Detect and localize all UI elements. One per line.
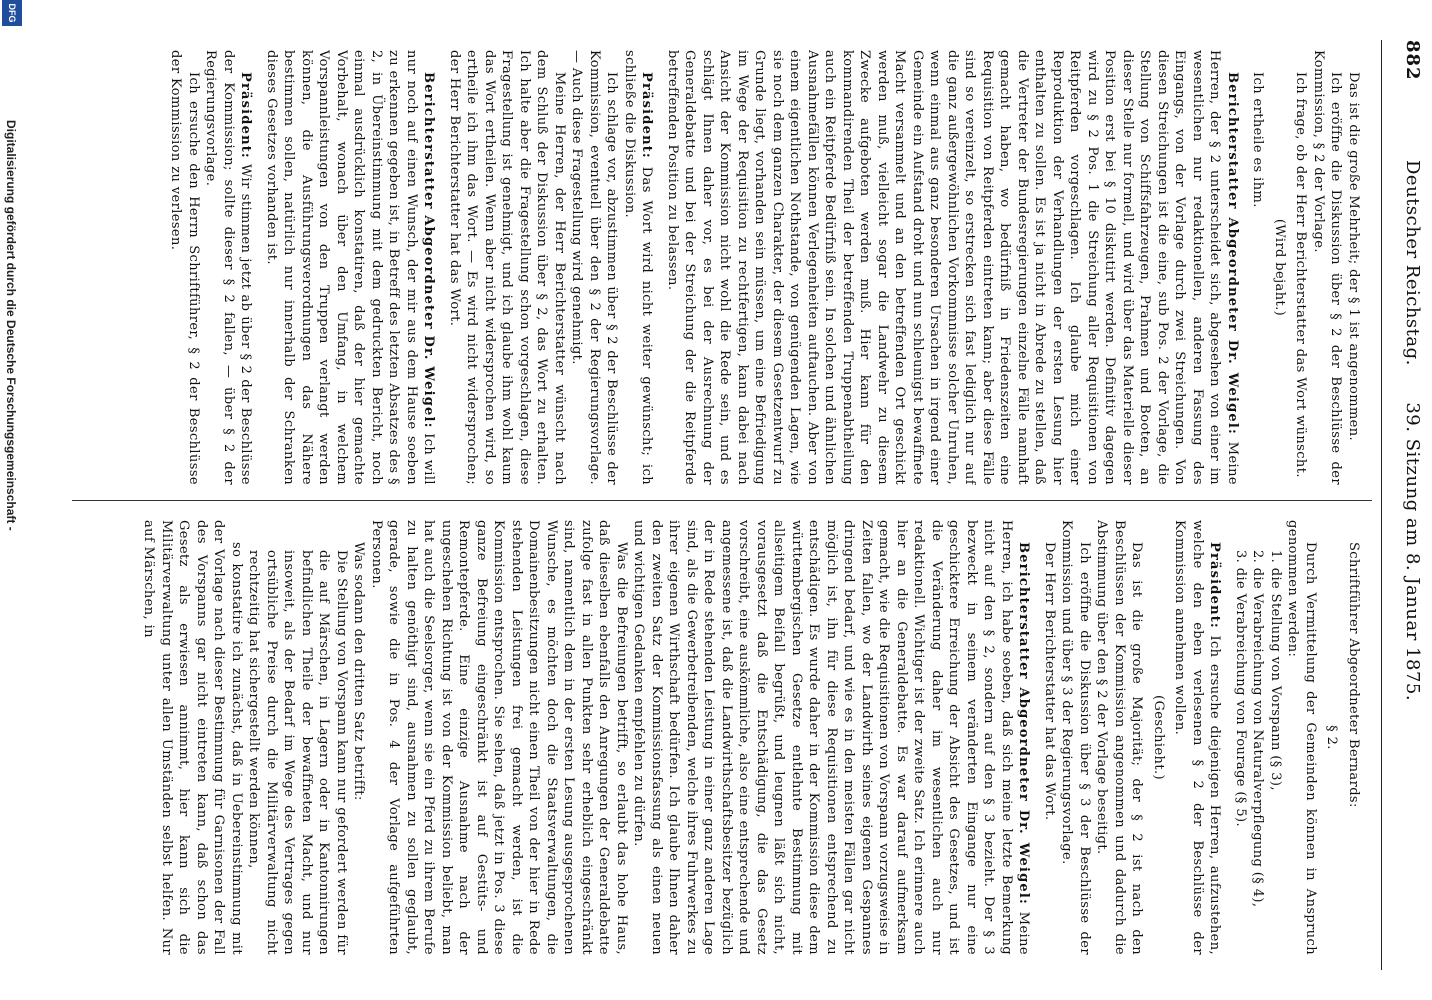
page-header (1392, 40, 1432, 980)
paragraph-spacer (1241, 50, 1249, 485)
speech-paragraph (1171, 520, 1224, 955)
text-paragraph: Ich eröffne die Diskussion über § 3 der Beschlüsse der Kommission und über § 3 der Regierungsvorlage. (1059, 520, 1092, 955)
speech-paragraph (263, 50, 438, 485)
paragraph-spacer (1224, 520, 1232, 955)
speech-paragraph (630, 520, 1033, 955)
text-paragraph: Ich ertheile es ihm. (1250, 72, 1266, 208)
text-paragraph: so konstatire ich zunächst, daß in Uebereinstimmung mit der Vorlage nach dieser Bestimmung für Garnisonen der Fall des Vorspanns gar nicht eintreten kann, daß schon das Gesetz als erwiesen annimmt, hier kann sich die Militärverwaltung unter allen Umständen selbst helfen. Nur auf Märschen, in (141, 520, 244, 955)
page-number: 882 (1402, 40, 1423, 81)
speaker-name: Berichterstatter Abgeordneter Dr. Weigel: (1016, 542, 1032, 906)
text-paragraph: Schriftführer Abgeordneter Bernards: (1346, 542, 1361, 808)
speech-text: Meine Herren, ich habe soeben, daß sich meine letzte Bemerkung nicht auf den § 2, sondern auf den § 3 bezieht. Der § 3 bezweckt in seinem veränderten Eingange nur eine geschicktere Erreichung der Absicht des Gesetzes, und ist die Veränderung daher im wesentlichen auch nur redaktionell. Wichtiger ist der zweite Satz. Ich erinnere auch hier an die Generaldebatte. Es war darauf aufmerksam gemacht, wie die Requisitionen von Vorspann vorzugsweise in Zeiten fallen, wo der Landwirth seines eigenen Gespannes dringend bedarf, und wie es in den meisten Fällen gar nicht möglich ist, ihn für diese Requisitionen entsprechend zu entschädigen. Es wurde daher in der Kommission diese dem württembergischen Gesetze entlehnte Bestimmung mit allseitigem Beifall begrüßt, und leugnen läßt sich nicht, vorausgesetzt daß die Entschädigung, die das Gesetz vorschreibt, eine auskömmliche, also eine entsprechende und angemessene ist, daß die Landwirthschaftsbesitzer bezüglich der in Rede stehenden Leistung in einer ganz anderen Lage sind, als die Gewerbetreibenden, welche ihres Fuhrwerkes zu ihrer eigenen Wirthschaft bedürfen. Ich glaube Ihnen daher den zweiten Satz der Kommissionsfassung als einen neuen und wichtigen Gedanken empfehlen zu dürfen. (631, 520, 1032, 955)
speech-text: Wir stimmen jetzt ab über § 2 der Beschlüsse der Kommission; sollte dieser § 2 fallen, — über § 2 der Regierungsvorlage. (203, 50, 254, 485)
text-paragraph: Der Herr Berichterstatter hat das Wort. (1042, 542, 1057, 821)
session-date: 39. Sitzung am 8. Januar 1875. (1402, 402, 1423, 702)
text-paragraph: Ich schlage vor, abzustimmen über § 2 der Beschlüsse der Kommission, eventuell über den § 2 der Regierungsvorlage. — Auch diese Fragestellung wird genehmigt. (569, 50, 620, 485)
speech-text: Ich ersuche diejenigen Herren, aufzustehen, welche den eben verlesenen § 2 der Beschlüsse der Kommission annehmen wollen. (1172, 520, 1223, 955)
speaker-name: Berichterstatter Abgeordneter Dr. Weigel: (421, 72, 437, 429)
dfg-logo: DFG (2, 0, 22, 26)
text-paragraph: Ich ersuche den Herrn Schriftführer, § 2 der Beschlüsse der Kommission zu verlesen. (168, 50, 201, 485)
speech-text: Ich will nur noch auf einen Wunsch, der mir aus dem Hause soeben zu erkennen gegeben ist, in Betreff des letzten Absatzes des § 2, in Übereinstimmung mit dem gedruckten Bericht, noch einmal ausdrücklich konstatiren, daß der hier gemachte Vorbehalt, wonach über den Umfang, in welchem Vorspannleistungen von den Truppen verlangt werden können, die Ausführungsverordnungen das Nähere bestimmen sollen, natürlich nur innerhalb der Schranken dieses Gesetzes vorhanden ist. (264, 50, 437, 485)
speech-text: Meine Herren, der § 2 unterscheidet sich, abgesehen von einer im wesentlichen nur redaktionellen, anderen Fassung des Eingangs, von der Vorlage durch zwei Streichungen. Von diesen Streichungen ist die eine, sub Pos. 2 der Vorlage, die Stellung von Schiffsfahrzeugen, Prahmen und Booten, an dieser Stelle nur formell, und wird über das Materielle dieser Position erst bei § 10 diskutirt werden. Definitiv dagegen wird zu § 2 Pos. 1 die Streichung aller Requisitionen von Reitpferden vorgeschlagen. Ich glaube mich einer Reproduktion der Verhandlungen der ersten Lesung hier enthalten zu sollen. Es ist ja nicht in Abrede zu stellen, daß die Vertreter der Bundesregierungen einzelne Fälle namhaft gemacht haben, wo bedürfniß in Friedenszeiten eine Requisition von Reitpferden eintreten kann; aber diese Fälle sind so vereinzelt, so erstrecken sich fast lediglich nur auf die ganz außergewöhnlichen Vorkommnisse solcher Unruhen, wenn einmal aus ganz besonderen Ursachen in irgend einer Gemeinde ein Aufstand droht und nun schleunigst bewaffnete Macht versammelt und an den betreffenden Ort geschickt werden muß, vielleicht sogar die Landwehr zu diesem Zwecke aufgeboten werden muß. Hier kann für den kommandirenden Theil der betreffenden Truppenabtheilung auch ein Reitpferde Bedürfniß sein. In solchen und ähnlichen Ausnahmefällen können Verlegenheiten auftauchen. Aber von einem eigentlichen Nothstande, von genügenden Lagen, wie sie noch dem ganzen Charakter, der diesem Gesetzentwurf zu Grunde liegt, vorhanden sein müssen, um eine Befriedigung im Wege der Requisition zu rechtfertigen, kann dabei nach Ansicht der Kommission nicht wohl die Rede sein, und es schlägt Ihnen daher vor, es bei der Ausrechnung der Generaldebatte und bei der Streichung der die Reitpferde betreffenden Position zu belassen. (665, 50, 1240, 485)
speech-text: Das Wort wird nicht weiter gewünscht; ich schließe die Diskussion. (622, 50, 655, 485)
right-column (82, 520, 1362, 955)
text-paragraph: Was die Befreiungen betrifft, so erlaubt das hohe Haus, daß dieselben ebenfalls den Anregungen der Generaldebatte zufolge fast in allen Punkten sehr erheblich eingeschränkt sind, namentlich dem in der ersten Lesung ausgesprochenen Wunsche, es möchten doch die Staatsverwaltungen, die Domainenbesitzungen nicht einen Theil von der hier in Rede stehenden Leistungen frei gemacht werden, ist die Kommission entsprochen. Sie sehen, daß jetzt in Pos. 3 diese ganze Befreiung eingeschränkt ist auf Gestüts- und Remontepferde. Eine einzige Ausnahme nach der ungeschehen Richtung ist von der Kommission beliebt, man hat auch die Seelsorger, wenn sie ein Pferd zu ihrem Berufe zu halten genöthigt sind, ausnahmen zu sollen geglaubt, gerade, sowie die in Pos. 4 der Vorlage aufgeführten Personen. (369, 520, 629, 955)
indented-item: 3. die Verabreichung von Fourage (§ 5). (1233, 550, 1248, 828)
digitization-note: Digitalisierung gefördert durch die Deutsche Forschungsgemeinschaft - (4, 120, 18, 531)
speaker-name: Präsident: (1207, 542, 1223, 629)
text-paragraph: Das ist die große Mehrheit; der § 1 ist angenommen. (1346, 72, 1361, 442)
paragraph-spacer (255, 50, 263, 485)
text-paragraph: Ich frage, ob der Herr Berichterstatter das Wort wünscht. (1293, 72, 1309, 478)
text-paragraph: Durch Vermittelung der Gemeinden können in Anspruch genommen werden: (1285, 520, 1318, 955)
paragraph-spacer (1033, 520, 1041, 955)
stage-direction: (Geschieht.) (1151, 695, 1166, 780)
indented-item: 1. die Stellung von Vorspann (§ 3), (1268, 550, 1283, 791)
running-title (1392, 160, 1432, 701)
text-paragraph: Meine Herren, der Herr Berichterstatter wünscht nach dem Schluß der Diskussion über § 2, das Wort zu erhalten. Ich halte aber die Fragestellung schon vorgeschlagen, diese Fragestellung ist genehmigt, und ich glaube ihm wohl kaum das Wort ertheilen. Wenn aber nicht widersprochen wird, so ertheile ich ihm das Wort. — Es wird nicht widersprochen; der Herr Berichterstatter hat das Wort. (447, 50, 567, 485)
left-column (82, 50, 1362, 485)
text-paragraph: Ich eröffne die Diskussion über § 2 der Beschlüsse der Kommission, § 2 der Vorlage. (1311, 50, 1344, 485)
publication-title: Deutscher Reichstag. (1402, 160, 1423, 366)
indented-item: Die Stellung von Vorspann kann nur gefordert werden für die auf Märschen, in Lagern oder in Kantonnirungen befindlichen Theile der bewaffneten Macht, und nur insoweit, als der Bedarf im Wege des Vertrages gegen ortsübliche Preise durch die Militärverwaltung nicht rechtzeitig hat sichergestellt werden können, (246, 550, 349, 955)
paragraph-spacer (656, 50, 664, 485)
speaker-name: Präsident: (639, 72, 655, 159)
stage-direction: § 2. (1324, 725, 1340, 750)
speaker-name: Berichterstatter Abgeordneter Dr. Weigel: (1225, 72, 1240, 436)
column-divider (72, 500, 1372, 501)
header-rule (1381, 40, 1382, 970)
digitization-footer (0, 0, 22, 1000)
paragraph-spacer (438, 50, 446, 485)
speech-paragraph (202, 50, 255, 485)
text-paragraph: Das ist die große Majorität; der § 2 ist nach den Beschlüssen der Kommission angenommen und dadurch die Abstimmung über den § 2 der Vorlage beseitigt. (1094, 520, 1145, 955)
text-paragraph: Was sodann den dritten Satz betrifft: (351, 542, 367, 801)
speech-paragraph (621, 50, 656, 485)
speaker-name: Präsident: (238, 72, 254, 159)
stage-direction: (Wird bejaht.) (1272, 218, 1287, 317)
speech-paragraph (664, 50, 1242, 485)
indented-item: 2. die Verabreichung von Naturalverpflegung (§ 4), (1250, 550, 1266, 908)
